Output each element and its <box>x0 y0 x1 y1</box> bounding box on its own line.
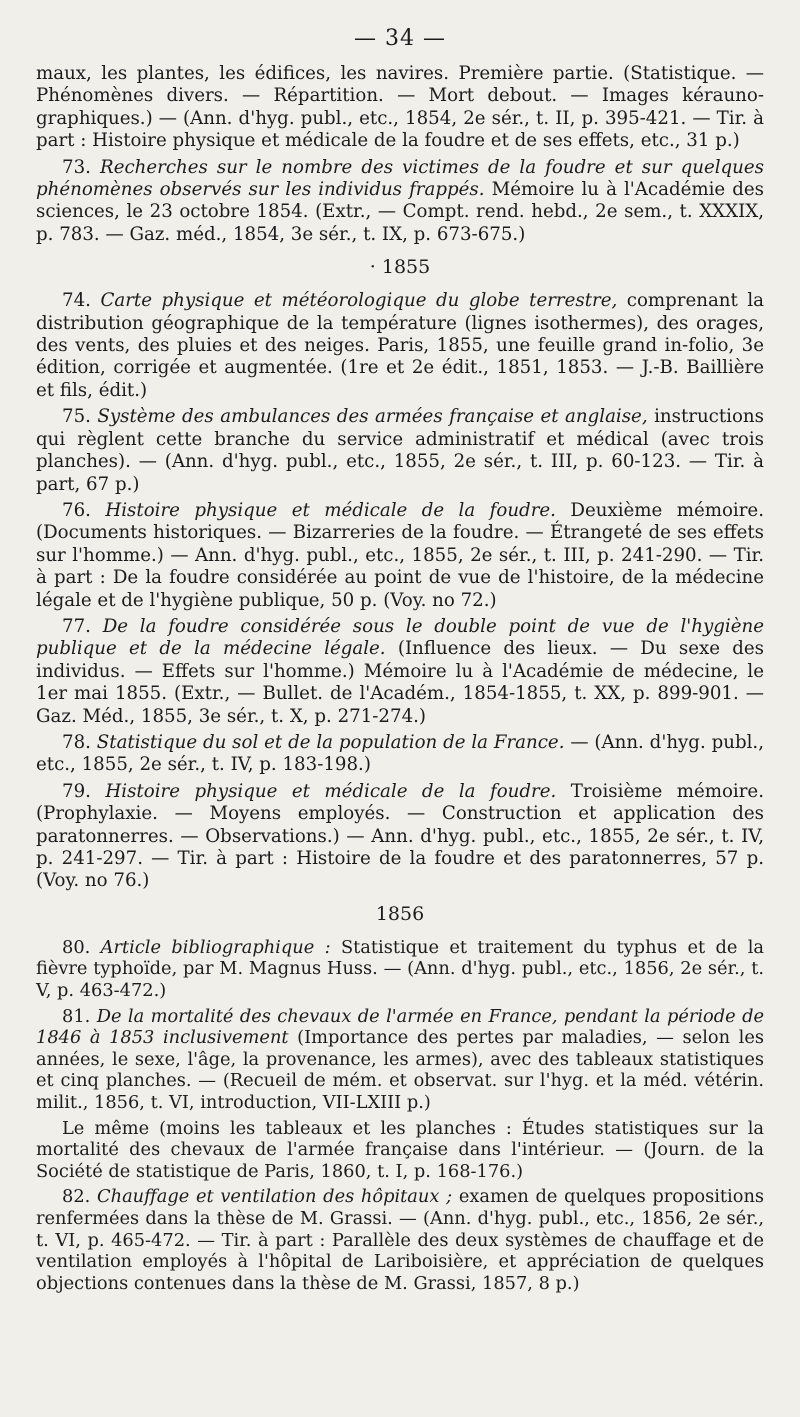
bibliography-entry <box>36 290 764 402</box>
page-number: — 34 — <box>354 26 446 51</box>
entry-title: Article bibliographique : <box>100 936 331 958</box>
entries-1856 <box>36 937 764 1295</box>
entry-number: 74. <box>62 290 91 312</box>
entry-details: Mémoire lu à l'Académie des sciences, le 23 octobre 1854. (Extr., — Compt. rend. hebd., 2e sem., t. XXXIX, p. 783. — Gaz. méd., 1854, 3e sér., t. IX, p. 673-675.) <box>36 179 764 245</box>
entry-number: 81. <box>62 1005 91 1027</box>
entries-1854 <box>36 157 764 247</box>
entry-number: 76. <box>62 499 91 521</box>
entry-details: instructions qui règlent cette branche du service administratif et médical (avec trois planches). — (Ann. d'hyg. publ., etc., 1855, 2e sér., t. III, p. 60-123. — Tir. à part, 67 p.) <box>36 406 764 495</box>
bibliography-entry <box>36 1186 764 1294</box>
entry-title: Chauffage et ventilation des hôpitaux ; <box>97 1186 453 1208</box>
entry-details: — (Ann. d'hyg. publ., etc., 1855, 2e sér., t. IV, p. 183-198.) <box>36 731 764 776</box>
entry-title: Recherches sur le nombre des victimes de la foudre et sur quelques phénomènes observés sur les individus frappés. <box>36 156 764 201</box>
bibliography-entry <box>36 406 764 496</box>
entry-title: Système des ambulances des armées française et anglaise, <box>97 406 648 428</box>
continuation-text: maux, les plantes, les édifices, les navires. Première partie. (Statistique. — Phénomènes divers. — Répartition. — Mort debout. — Images kérauno-graphiques.) — (Ann. d'hyg. publ., etc., 1854, 2e sér., t. II, p. 395-421. — Tir. à part : Histoire physique et médicale de la foudre et de ses effets, etc., 31 p.) <box>36 63 764 152</box>
entry-number: 80. <box>62 936 91 958</box>
entry-title: De la foudre considérée sous le double point de vue de l'hygiène publique et de la médecine légale. <box>36 615 764 660</box>
entry-details: Statistique et traitement du typhus et de la fièvre typhoïde, par M. Magnus Huss. — (Ann. d'hyg. publ., etc., 1856, 2e sér., t. V, p. 463-472.) <box>36 936 765 1001</box>
entry-details: (Influence des lieux. — Du sexe des individus. — Effets sur l'homme.) Mémoire lu à l'Académie de médecine, le 1er mai 1855. (Extr., — Bullet. de l'Académ., 1854-1855, t. XX, p. 899-901. — Gaz. Méd., 1855, 3e sér., t. X, p. 271-274.) <box>36 638 764 727</box>
entry-details: Le même (moins les tableaux et les planches : Études statistiques sur la mortalité des chevaux de l'armée française dans l'intérieur. — (Journ. de la Société de statistique de Paris, 1860, t. I, p. 168-176.) <box>36 1117 764 1182</box>
continuation-paragraph <box>36 63 764 153</box>
bibliography-entry <box>36 732 764 777</box>
entry-title: De la mortalité des chevaux de l'armée en France, pendant la période de 1846 à 1853 inclusivement <box>36 1005 764 1049</box>
bibliography-entry <box>36 500 764 612</box>
entry-title: Statistique du sol et de la population de la France. <box>96 731 565 753</box>
bibliography-entry <box>36 937 764 1002</box>
entry-number: 78. <box>62 731 91 753</box>
entry-number: 73. <box>62 156 91 178</box>
entry-number: 77. <box>62 615 91 637</box>
entry-details: examen de quelques propositions renfermées dans la thèse de M. Grassi. — (Ann. d'hyg. publ., etc., 1856, 2e sér., t. VI, p. 465-472. — Tir. à part : Parallèle des deux systèmes de chauffage et de ventilation employés à l'hôpital de Lariboisière, et appréciation de quelques objections contenues dans la thèse de M. Grassi, 1857, 8 p.) <box>36 1186 765 1294</box>
bibliography-entry <box>36 781 764 893</box>
bibliography-entry <box>36 1006 764 1114</box>
entry-title: Histoire physique et médicale de la foudre. <box>105 499 556 521</box>
entry-number: 82. <box>62 1186 91 1208</box>
entry-details: Troisième mémoire. (Prophylaxie. — Moyens employés. — Construction et application des paratonnerres. — Observations.) — Ann. d'hyg. publ., etc., 1855, 2e sér., t. IV, p. 241-297. — Tir. à part : Histoire de la foudre et des paratonnerres, 57 p. (Voy. no 76.) <box>36 780 764 892</box>
entries-1855 <box>36 290 764 893</box>
entry-number: 75. <box>62 406 91 428</box>
bibliography-entry <box>36 1118 764 1183</box>
bibliography-entry <box>36 616 764 728</box>
entry-title: Carte physique et météorologique du globe terrestre, <box>100 290 618 312</box>
entry-details: (Importance des pertes par maladies, — selon les années, le sexe, l'âge, la provenance, les armes), avec des tableaux statistiques et cinq planches. — (Recueil de mém. et observat. sur l'hyg. et la méd. vétérin. milit., 1856, t. VI, introduction, VII-LXIII p.) <box>36 1027 764 1113</box>
entry-title: Histoire physique et médicale de la foudre. <box>105 780 557 802</box>
entry-details: comprenant la distribution géographique de la température (lignes isothermes), des orages, des vents, des pluies et des neiges. Paris, 1855, une feuille grand in-folio, 3e édition, corrigée et augmentée. (1re et 2e édit., 1851, 1853. — J.-B. Baillière et fils, édit.) <box>36 290 764 401</box>
entry-number: 79. <box>62 780 91 802</box>
year-heading-1855: · 1855 <box>369 256 431 279</box>
entry-details: Deuxième mémoire. (Documents historiques. — Bizarreries de la foudre. — Étrangeté de ses effets sur l'homme.) — Ann. d'hyg. publ., etc., 1855, 2e sér., t. III, p. 241-290. — Tir. à part : De la foudre considérée au point de vue de l'histoire, de la médecine légale et de l'hygiène publique, 50 p. (Voy. no 72.) <box>36 499 764 611</box>
bibliography-entry <box>36 157 764 247</box>
year-heading-1856: 1856 <box>375 902 425 925</box>
